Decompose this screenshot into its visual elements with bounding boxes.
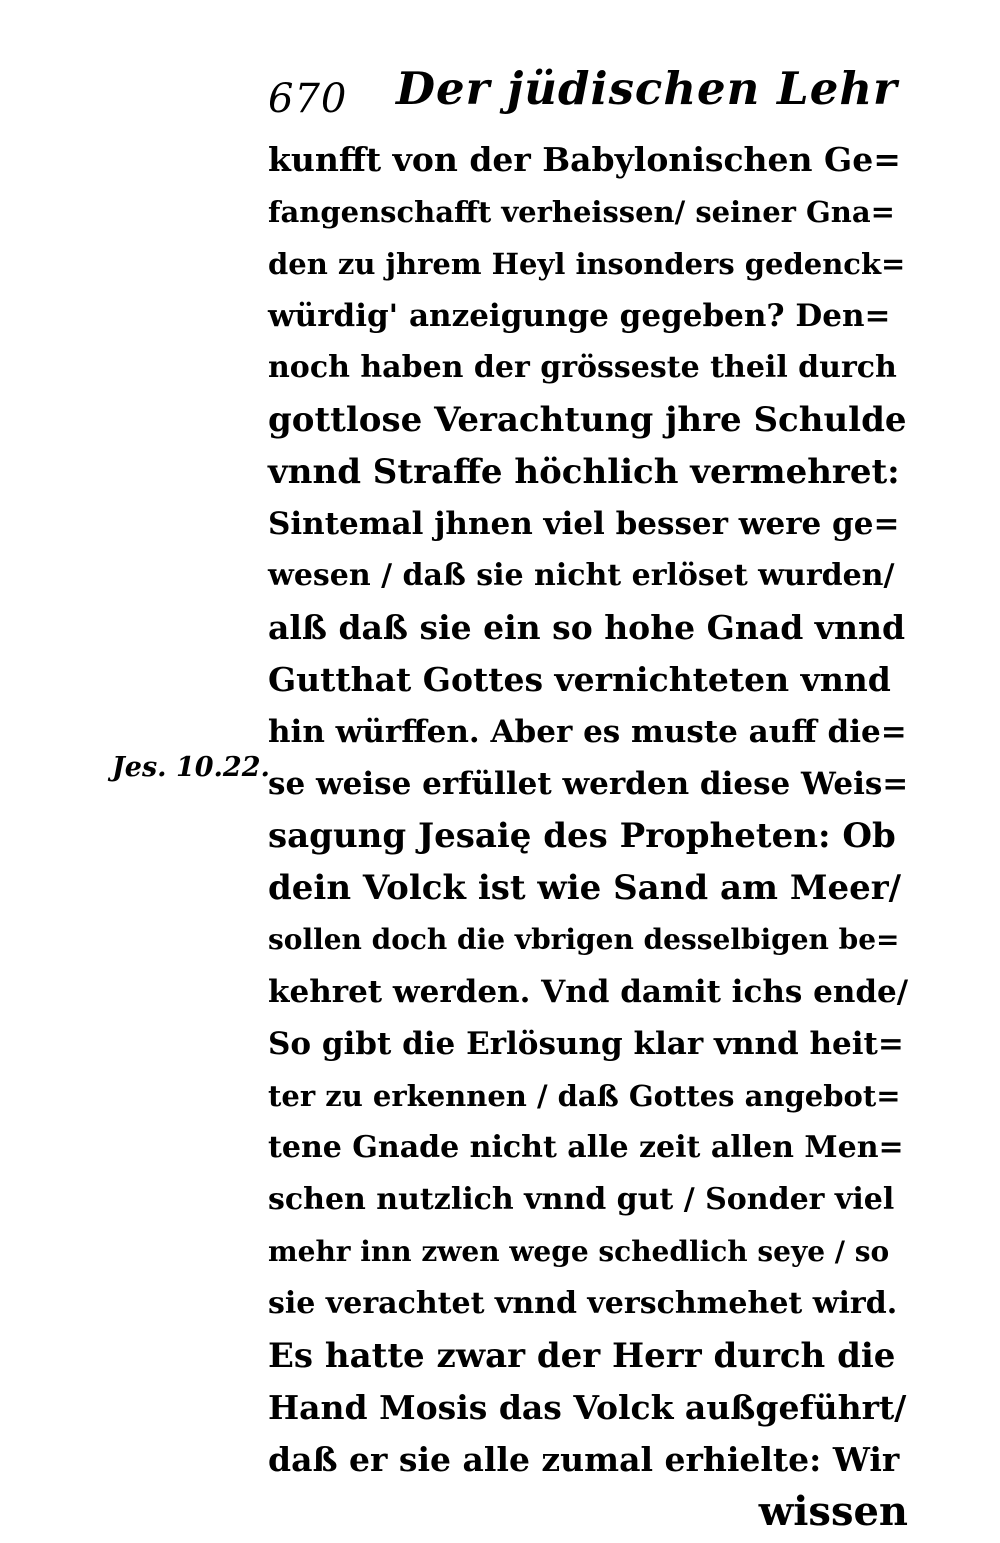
marginal-note: Jes. 10.22. (112, 752, 270, 783)
text-line: daß er sie alle zumal erhielte: Wir (268, 1440, 900, 1479)
text-line: sagung Jesaię des Propheten: Ob (268, 816, 896, 856)
text-line: fangenschafft verheissen/ seiner Gna= (268, 195, 895, 229)
text-line: kunfft von der Babylonischen Ge= (268, 140, 901, 179)
running-title: Der jüdischen Lehr (396, 62, 898, 115)
text-line: mehr inn zwen wege schedlich seye / so (268, 1235, 890, 1268)
text-line: den zu jhrem Heyl insonders gedenck= (268, 247, 906, 281)
text-line: alß daß sie ein so hohe Gnad vnnd (268, 608, 906, 647)
text-line: schen nutzlich vnnd gut / Sonder viel (268, 1182, 895, 1217)
text-line: Gutthat Gottes vernichteten vnnd (268, 660, 891, 699)
text-line: Es hatte zwar der Herr durch die (268, 1336, 896, 1376)
text-line: ter zu erkennen / daß Gottes angebot= (268, 1079, 901, 1113)
text-line: Hand Mosis das Volck außgeführt/ (268, 1388, 907, 1427)
text-line: hin würffen. Aber es muste auff die= (268, 714, 907, 750)
text-line: würdig' anzeigunge gegeben? Den= (268, 298, 891, 334)
text-line: tene Gnade nicht alle zeit allen Men= (268, 1130, 904, 1165)
text-line: So gibt die Erlösung klar vnnd heit= (268, 1026, 904, 1062)
catchword: wissen (758, 1488, 908, 1535)
text-line: wesen / daß sie nicht erlöset wurden/ (268, 558, 895, 593)
text-line: sie verachtet vnnd verschmehet wird. (268, 1286, 898, 1321)
text-line: kehret werden. Vnd damit ichs ende/ (268, 974, 909, 1010)
text-line: Sintemal jhnen viel besser were ge= (268, 506, 900, 542)
page-header (268, 62, 908, 132)
page-number: 670 (268, 76, 348, 122)
text-line: gottlose Verachtung jhre Schulde (268, 400, 907, 440)
text-line: noch haben der grösseste theil durch (268, 350, 897, 385)
text-line: se weise erfüllet werden diese Weis= (268, 766, 909, 802)
text-line: vnnd Straffe höchlich vermehret: (268, 452, 900, 492)
text-line: dein Volck ist wie Sand am Meer/ (268, 868, 902, 908)
text-line: sollen doch die vbrigen desselbigen be= (268, 923, 900, 956)
